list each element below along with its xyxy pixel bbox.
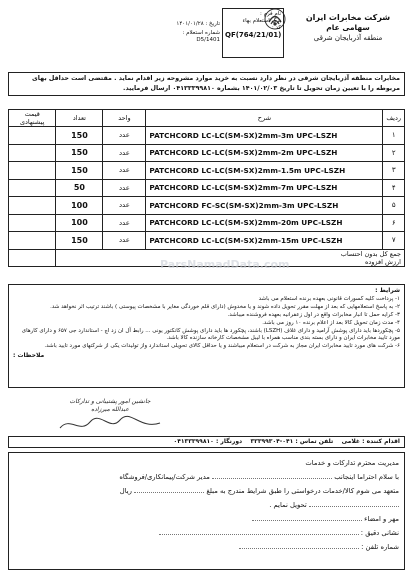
manager-label: مدیر شرکت/پیمانکاری/فروشگاه bbox=[119, 473, 210, 481]
item-qty: 100 bbox=[56, 197, 103, 215]
item-description: PATCHCORD LC-LC(SM-SX)2mm-15m UPC-LSZH bbox=[146, 232, 383, 250]
address-label: نشانی دقیق : bbox=[360, 529, 399, 537]
delivery-label: تحویل نمایم . bbox=[269, 501, 307, 509]
condition-item: ۴- مدت زمان تحویل کالا بعد از اعلام برنده ۱۰ روز می باشد. bbox=[262, 320, 400, 326]
date-label: تاریخ : bbox=[205, 21, 220, 27]
table-row bbox=[9, 214, 405, 232]
phone-field-label: شماره تلفن : bbox=[361, 543, 399, 551]
row-no: ۶ bbox=[383, 214, 405, 232]
item-qty: 50 bbox=[56, 179, 103, 197]
item-unit: عدد bbox=[103, 162, 146, 180]
item-qty: 150 bbox=[56, 162, 103, 180]
header-row-no: ردیف bbox=[383, 110, 405, 127]
condition-item: ۵- پچکوردها باید دارای پوشش آرامید و دارای غلاف (LSZH) باشند، پچکورد ها باید دارای پوشش کانکتور یونی ... رابط آل ان زد اچ - استاندارد جی ۶۵۷ و دارای کارهای مورد تایید مخابرات ایران و دارای بسته بندی مناسب همراه با لیبل مشخصات کارخانه سازنده کالا باشد. bbox=[21, 328, 400, 341]
item-unit: عدد bbox=[103, 214, 146, 232]
company-type: سهامی عام bbox=[326, 23, 370, 32]
item-price-cell[interactable] bbox=[9, 162, 56, 180]
greeting: با سلام احتراما اینجانب bbox=[334, 473, 399, 481]
item-qty: 150 bbox=[56, 232, 103, 250]
signature-name: عبدالله میرزاده bbox=[91, 406, 129, 413]
condition-item: ۲- به پاسخ استعلامهایی که بعد از مهلت مقرر تحویل داده شوند و یا مخدوش (دارای قلم خوردگی مغایر با مشخصات پیوستی ) باشند ترتیب اثر نخواهد شد. bbox=[50, 304, 400, 310]
row-no: ۵ bbox=[383, 197, 405, 215]
form-code: QF(764/21/01) bbox=[225, 31, 282, 39]
total-value bbox=[9, 249, 56, 266]
item-price-cell[interactable] bbox=[9, 144, 56, 162]
signature-block bbox=[30, 398, 190, 440]
signature-title: جانشین امور پشتیبانی و تدارکات bbox=[69, 398, 151, 405]
condition-item: ۳- کرایه حمل تا انبار مخابرات واقع در اول زعفرانیه بعهده فروشنده میباشد. bbox=[227, 312, 400, 318]
table-row bbox=[9, 179, 405, 197]
table-row bbox=[9, 197, 405, 215]
table-row bbox=[9, 162, 405, 180]
table-row bbox=[9, 127, 405, 145]
row-no: ۱ bbox=[383, 127, 405, 145]
currency-label: ریال bbox=[119, 487, 132, 495]
items-table bbox=[8, 109, 405, 267]
company-name: شرکت مخابرات ایران bbox=[305, 13, 391, 22]
row-no: ۲ bbox=[383, 144, 405, 162]
item-qty: 150 bbox=[56, 144, 103, 162]
item-description: PATCHCORD LC-LC(SM-SX)2mm-2m UPC-LSZH bbox=[146, 144, 383, 162]
date-value: ۱۴۰۱/۰۱/۲۸ bbox=[176, 21, 204, 27]
addressee: مدیریت محترم تدارکات و خدمات bbox=[305, 459, 399, 467]
item-price-cell[interactable] bbox=[9, 127, 56, 145]
total-label: جمع کل بدون احتساب bbox=[340, 249, 401, 258]
form-name-label: نام فرم : bbox=[259, 11, 281, 17]
notes-label: ملاحظات : bbox=[13, 352, 45, 359]
header-unit: واحد bbox=[103, 110, 146, 127]
table-row bbox=[9, 144, 405, 162]
response-box bbox=[8, 452, 405, 570]
contact-bar bbox=[8, 436, 405, 448]
phone-value: ۰۴۱-۳۳۳۹۹۳۰۴ bbox=[250, 438, 294, 445]
item-description: PATCHCORD LC-LC(SM-SX)2mm-1.5m UPC-LSZH bbox=[146, 162, 383, 180]
address-field[interactable] bbox=[159, 534, 359, 535]
inquiry-no-label: شماره استعلام : bbox=[182, 30, 220, 36]
condition-item: ۶- شرکت های مورد تایید مخابرات ایران مجاز به شرکت در استعلام میباشند و یا حداقل کالای تحویلی استاندارد واز تولیدات یکی از شرکتهای مورد تایید باشد. bbox=[44, 343, 400, 349]
item-unit: عدد bbox=[103, 127, 146, 145]
table-row bbox=[9, 232, 405, 250]
inquiry-no: 1401/D5 bbox=[196, 37, 220, 43]
item-qty: 150 bbox=[56, 127, 103, 145]
item-unit: عدد bbox=[103, 179, 146, 197]
item-qty: 100 bbox=[56, 214, 103, 232]
item-description: PATCHCORD FC-SC(SM-SX)2mm-3m UPC-LSZH bbox=[146, 197, 383, 215]
conditions-list bbox=[13, 296, 400, 350]
item-description: PATCHCORD LC-LC(SM-SX)2mm-3m UPC-LSZH bbox=[146, 127, 383, 145]
row-no: ۷ bbox=[383, 232, 405, 250]
company-block bbox=[288, 12, 408, 43]
region-name: منطقه آذربایجان شرقی bbox=[313, 34, 383, 42]
action-name: غلامی bbox=[341, 438, 361, 445]
stamp-field[interactable] bbox=[252, 520, 362, 521]
condition-item: ۱- پرداخت کلیه کسورات قانونی بعهده برنده استعلام می باشد bbox=[258, 296, 400, 302]
signature-scribble-icon bbox=[50, 414, 170, 436]
action-label: اقدام کننده : bbox=[362, 438, 400, 445]
item-price-cell[interactable] bbox=[9, 232, 56, 250]
header-qty: تعداد bbox=[56, 110, 103, 127]
item-price-cell[interactable] bbox=[9, 197, 56, 215]
phone-label: تلفن تماس : bbox=[295, 438, 334, 445]
conditions-box bbox=[8, 284, 405, 388]
form-name: برگ استعلام بهاء bbox=[242, 18, 281, 24]
responder-name-field[interactable] bbox=[212, 478, 332, 479]
item-price-cell[interactable] bbox=[9, 214, 56, 232]
table-header-row bbox=[9, 110, 405, 127]
date-block bbox=[160, 21, 220, 44]
item-price-cell[interactable] bbox=[9, 179, 56, 197]
row-no: ۴ bbox=[383, 179, 405, 197]
vat-label: ارزش افزوده bbox=[364, 257, 401, 266]
item-unit: عدد bbox=[103, 144, 146, 162]
code-label: کد : bbox=[271, 25, 281, 31]
intro-text: مخابرات منطقه آذربایجان شرقی در نظر دارد نسبت به خرید موارد مشروحه زیر اقدام نماید . مقتضی است حداقل بهای مربوطه را با تعیین زمان تحویل تا تاریخ ۱۴۰۱/۰۲/۰۳ بشماره ۰۴۱۳۳۳۹۹۸۱۰ ارسال فرمایید. bbox=[32, 75, 400, 92]
stamp-label: مهر و امضاء bbox=[364, 515, 399, 523]
phone-field[interactable] bbox=[239, 548, 359, 549]
item-unit: عدد bbox=[103, 197, 146, 215]
row-no: ۳ bbox=[383, 162, 405, 180]
intro-box bbox=[8, 72, 405, 96]
amount-field[interactable] bbox=[134, 492, 204, 493]
header-price: قیمت پیشنهادی bbox=[9, 110, 56, 127]
commitment-text: متعهد می شوم کالا/خدمات درخواستی را طبق شرایط مندرج به مبلغ bbox=[206, 487, 399, 495]
item-description: PATCHCORD LC-LC(SM-SX)2mm-20m UPC-LSZH bbox=[146, 214, 383, 232]
delivery-field[interactable] bbox=[309, 506, 399, 507]
watermark-text: ParsNamadData.com bbox=[160, 258, 290, 271]
fax-label: دورنگار : bbox=[215, 438, 243, 445]
item-unit: عدد bbox=[103, 232, 146, 250]
form-info-box bbox=[222, 8, 284, 58]
header-description: شرح bbox=[146, 110, 383, 127]
conditions-title: شرایط : bbox=[375, 287, 400, 294]
fax-value: ۰۴۱۳۳۳۹۹۸۱۰ bbox=[173, 438, 214, 445]
item-description: PATCHCORD LC-LC(SM-SX)2mm-7m UPC-LSZH bbox=[146, 179, 383, 197]
